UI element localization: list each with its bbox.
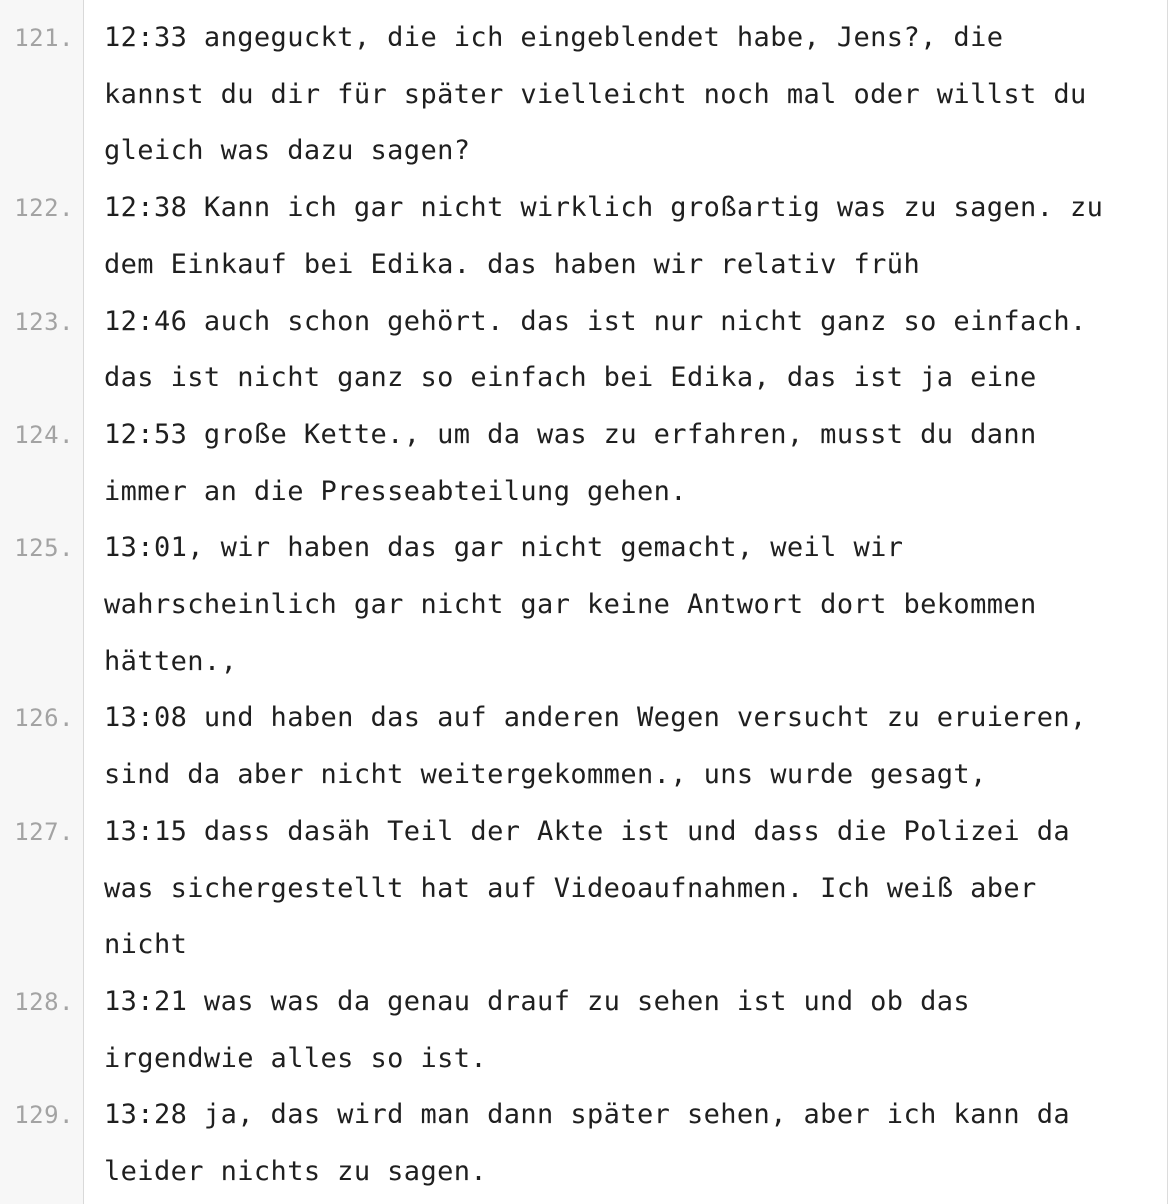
line-number: 121. bbox=[14, 24, 74, 52]
transcript-line bbox=[0, 804, 1168, 974]
transcript-line bbox=[0, 407, 1168, 520]
line-number: 125. bbox=[14, 534, 74, 563]
line-number: 129. bbox=[14, 1101, 74, 1130]
transcript-line bbox=[0, 690, 1168, 803]
line-number: 124. bbox=[14, 420, 74, 449]
line-text: 12:53 große Kette., um da was zu erfahren, musst du dann immer an die Presseabteilung gehen. bbox=[104, 418, 1037, 507]
line-text: 13:15 dass dasäh Teil der Akte ist und dass die Polizei da was sichergestellt hat auf Videoaufnahmen. Ich weiß aber nicht bbox=[104, 815, 1071, 961]
line-text: 13:08 und haben das auf anderen Wegen versucht zu eruieren, sind da aber nicht weitergekommen., uns wurde gesagt, bbox=[104, 702, 1087, 791]
line-number: 122. bbox=[14, 194, 74, 223]
transcript-line bbox=[0, 10, 1168, 180]
line-number: 123. bbox=[14, 307, 74, 336]
line-text: 13:21 was was da genau drauf zu sehen ist und ob das irgendwie alles so ist. bbox=[104, 985, 971, 1074]
line-text: 13:28 ja, das wird man dann später sehen, aber ich kann da leider nichts zu sagen. bbox=[104, 1099, 1071, 1188]
transcript-line bbox=[0, 180, 1168, 293]
transcript-line bbox=[0, 974, 1168, 1087]
line-number: 128. bbox=[14, 987, 74, 1016]
line-text: 13:01, wir haben das gar nicht gemacht, weil wir wahrscheinlich gar nicht gar keine Antwort dort bekommen hätten., bbox=[104, 532, 1037, 677]
transcript-line bbox=[0, 1087, 1168, 1200]
transcript-line bbox=[0, 520, 1168, 690]
line-text: 12:33 angeguckt, die ich eingeblendet habe, Jens?, die kannst du dir für später vielleicht noch mal oder willst du gleich was dazu sagen? bbox=[104, 22, 1087, 167]
line-text: 12:38 Kann ich gar nicht wirklich großartig was zu sagen. zu dem Einkauf bei Edika. das haben wir relativ früh bbox=[104, 192, 1104, 280]
transcript-line bbox=[0, 294, 1168, 407]
line-number: 126. bbox=[14, 704, 74, 733]
transcript-lines bbox=[0, 10, 1168, 1201]
line-number: 127. bbox=[14, 817, 74, 846]
line-text: 12:46 auch schon gehört. das ist nur nicht ganz so einfach. das ist nicht ganz so einfach bei Edika, das ist ja eine bbox=[104, 305, 1087, 394]
